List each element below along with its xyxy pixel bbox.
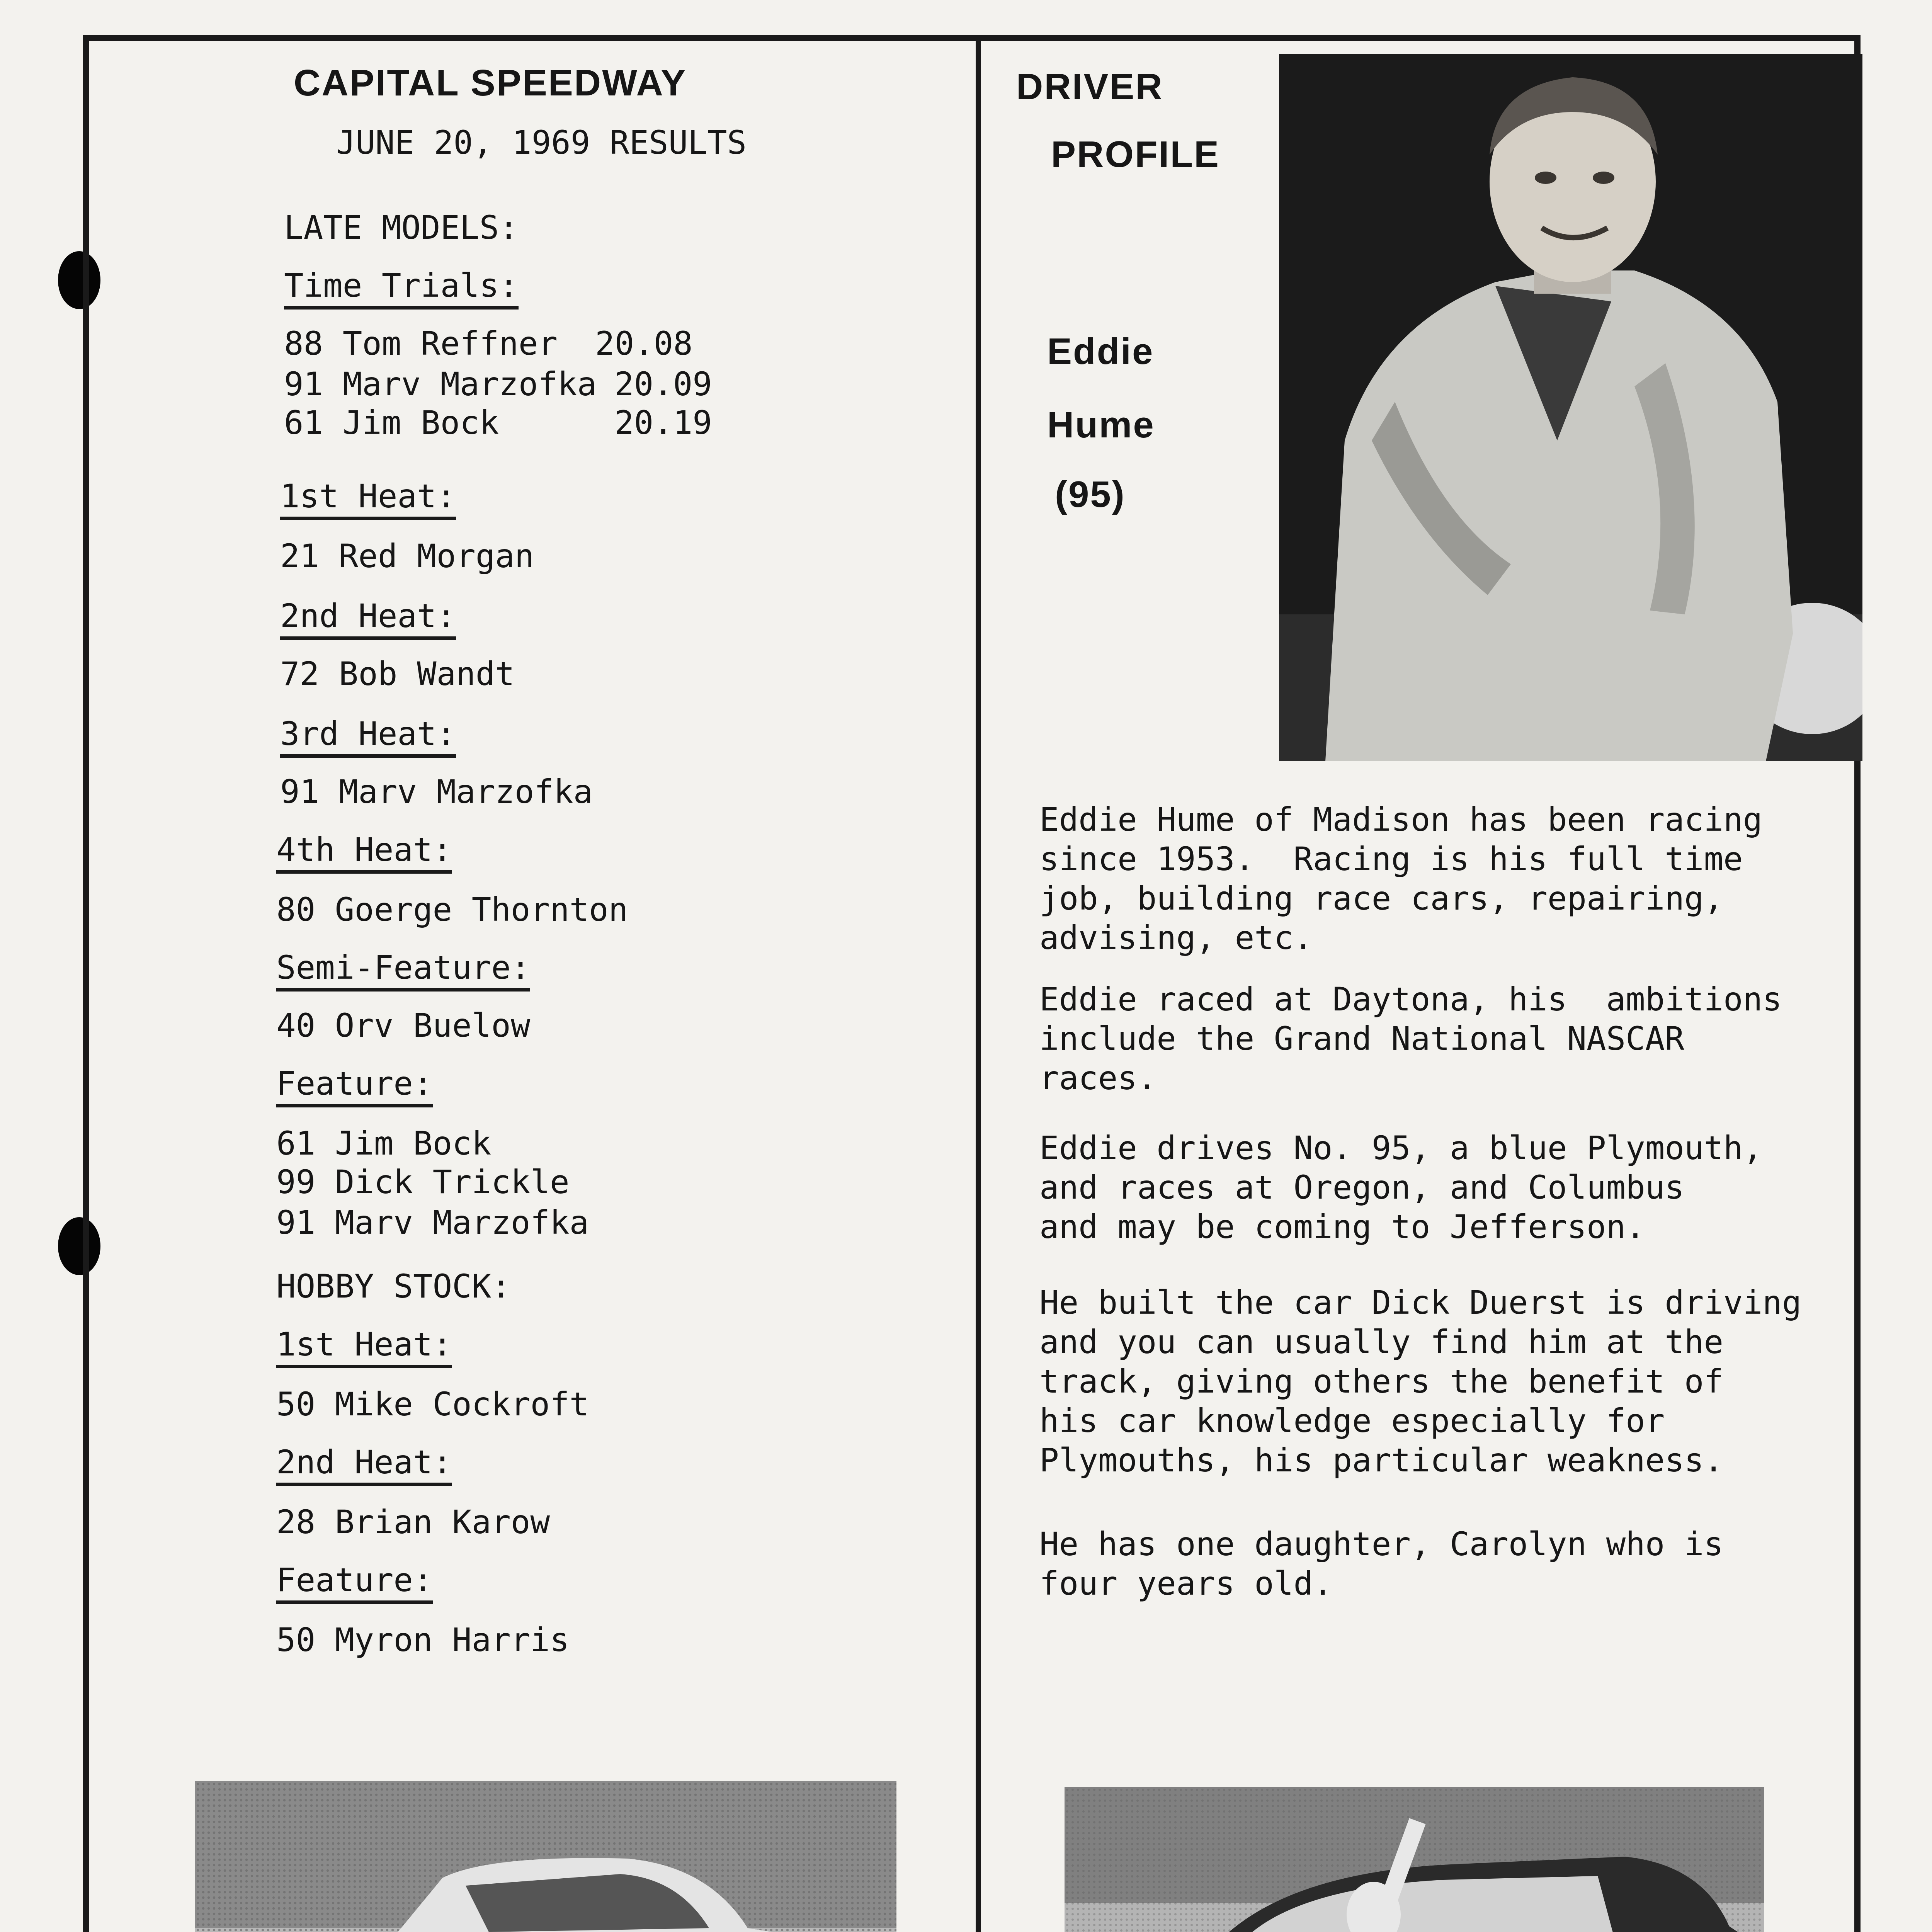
hobby-heat2-label xyxy=(276,1443,452,1481)
profile-line: He built the car Dick Duerst is driving xyxy=(1039,1284,1802,1321)
time-trials-label xyxy=(284,267,519,304)
semi-feature-winner: 40 Orv Buelow xyxy=(276,1007,531,1044)
feature-result-2: 99 Dick Trickle xyxy=(276,1163,570,1201)
hobby-stock-label: HOBBY STOCK: xyxy=(276,1267,511,1305)
heat3-label-text: 3rd Heat: xyxy=(280,715,456,758)
results-date: JUNE 20, 1969 RESULTS xyxy=(336,124,747,162)
heat3-label xyxy=(280,715,456,753)
hobby-feature-label xyxy=(276,1561,433,1599)
profile-line: since 1953. Racing is his full time xyxy=(1039,840,1743,878)
profile-paragraph-1 xyxy=(1039,800,1762,957)
late-models-label: LATE MODELS: xyxy=(284,209,519,247)
profile-line: races. xyxy=(1039,1059,1157,1097)
time-trial-row-2 xyxy=(284,365,597,403)
time-trial-time-2: 20.09 xyxy=(614,365,712,403)
profile-line: Eddie drives No. 95, a blue Plymouth, xyxy=(1039,1129,1763,1167)
race-car-94-photo xyxy=(1065,1787,1764,1932)
hobby-heat2-label-text: 2nd Heat: xyxy=(276,1443,452,1486)
heat4-winner: 80 Goerge Thornton xyxy=(276,891,628,929)
profile-line: job, building race cars, repairing, xyxy=(1039,879,1724,917)
heat2-label xyxy=(280,597,456,635)
profile-line: He has one daughter, Carolyn who is xyxy=(1039,1525,1724,1563)
hobby-heat1-winner: 50 Mike Cockroft xyxy=(276,1385,589,1423)
driver-last-name: Hume xyxy=(1047,404,1155,446)
driver-first-name: Eddie xyxy=(1047,331,1154,372)
heat1-winner: 21 Red Morgan xyxy=(280,537,534,575)
profile-line: and races at Oregon, and Columbus xyxy=(1039,1168,1684,1206)
time-trial-entry: 61 Jim Bock xyxy=(284,404,499,442)
semi-feature-label xyxy=(276,949,530,986)
profile-heading-driver: DRIVER xyxy=(1016,66,1163,107)
profile-line: and may be coming to Jefferson. xyxy=(1039,1208,1645,1246)
heat3-winner: 91 Marv Marzofka xyxy=(280,773,593,811)
semi-feature-label-text: Semi-Feature: xyxy=(276,949,530,992)
hobby-heat1-label-text: 1st Heat: xyxy=(276,1325,452,1368)
profile-line: Plymouths, his particular weakness. xyxy=(1039,1441,1724,1479)
profile-paragraph-3 xyxy=(1039,1128,1762,1247)
profile-line: track, giving others the benefit of xyxy=(1039,1362,1724,1400)
column-divider xyxy=(976,35,981,1932)
heat4-label xyxy=(276,831,452,869)
driver-portrait-photo xyxy=(1279,54,1862,761)
driver-car-number: (95) xyxy=(1055,474,1126,515)
results-title: CAPITAL SPEEDWAY xyxy=(294,62,687,104)
profile-line: include the Grand National NASCAR xyxy=(1039,1020,1684,1058)
profile-paragraph-4 xyxy=(1039,1283,1801,1480)
profile-line: Eddie Hume of Madison has been racing xyxy=(1039,801,1763,838)
time-trial-entry: 88 Tom Reffner xyxy=(284,325,558,362)
time-trials-label-text: Time Trials: xyxy=(284,267,519,310)
hobby-heat1-label xyxy=(276,1325,452,1363)
profile-heading-profile: PROFILE xyxy=(1051,134,1220,175)
hobby-feature-winner: 50 Myron Harris xyxy=(276,1621,570,1659)
heat1-label xyxy=(280,477,456,515)
race-car-03-photo xyxy=(195,1781,896,1932)
heat1-label-text: 1st Heat: xyxy=(280,477,456,520)
feature-result-1: 61 Jim Bock xyxy=(276,1124,492,1162)
feature-label xyxy=(276,1065,433,1102)
heat2-winner: 72 Bob Wandt xyxy=(280,655,515,693)
time-trial-time-1: 20.08 xyxy=(595,325,693,362)
profile-line: four years old. xyxy=(1039,1565,1333,1602)
feature-label-text: Feature: xyxy=(276,1065,433,1107)
time-trial-row-1 xyxy=(284,325,558,362)
profile-line: advising, etc. xyxy=(1039,919,1313,957)
feature-result-3: 91 Marv Marzofka xyxy=(276,1204,589,1242)
profile-line: his car knowledge especially for xyxy=(1039,1402,1665,1440)
profile-paragraph-2 xyxy=(1039,980,1782,1098)
hobby-feature-label-text: Feature: xyxy=(276,1561,433,1604)
time-trial-row-3 xyxy=(284,404,499,442)
time-trial-time-3: 20.19 xyxy=(614,404,712,442)
heat4-label-text: 4th Heat: xyxy=(276,831,452,874)
profile-paragraph-5 xyxy=(1039,1524,1723,1603)
profile-line: and you can usually find him at the xyxy=(1039,1323,1724,1361)
profile-line: Eddie raced at Daytona, his ambitions xyxy=(1039,980,1782,1018)
time-trial-entry: 91 Marv Marzofka xyxy=(284,365,597,403)
heat2-label-text: 2nd Heat: xyxy=(280,597,456,640)
hobby-heat2-winner: 28 Brian Karow xyxy=(276,1503,550,1541)
